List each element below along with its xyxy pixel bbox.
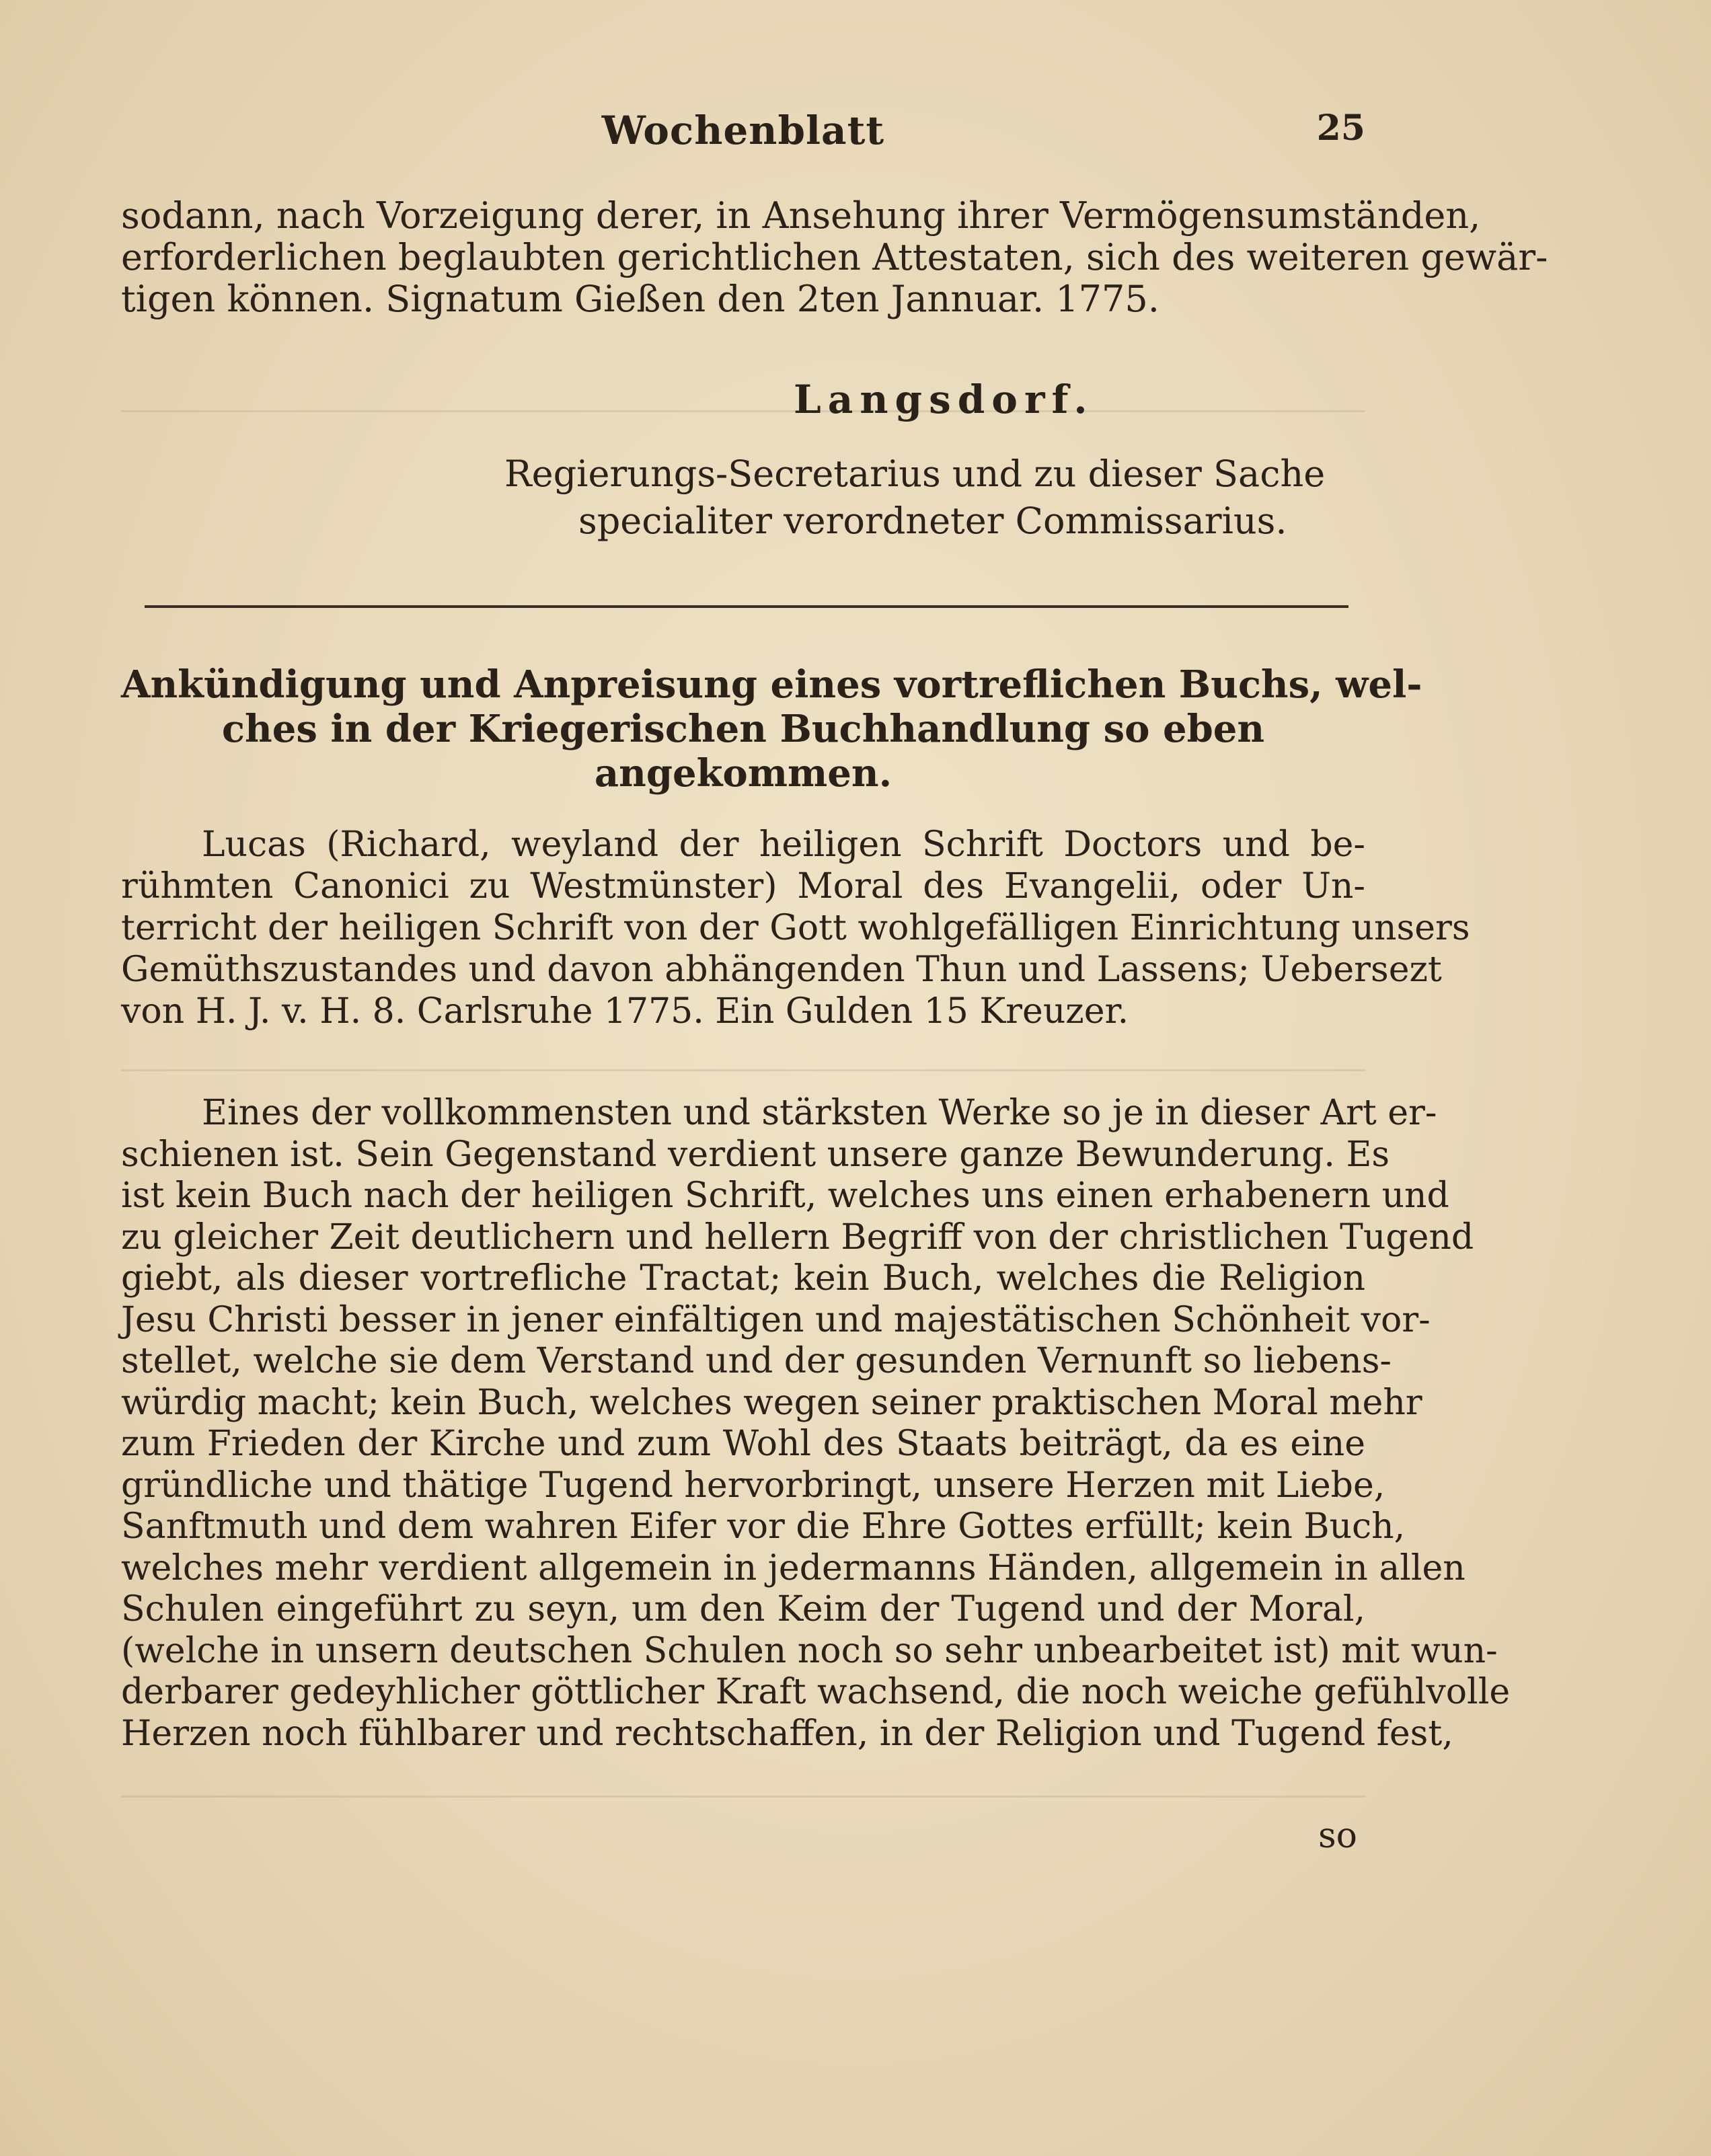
signatory-name: Langsdorf.: [794, 377, 1094, 422]
text-line: giebt, als dieser vortrefliche Tractat; kein Buch, welches die Religion: [121, 1258, 1365, 1299]
text-line: sodann, nach Vorzeigung derer, in Ansehung ihrer Vermögensumständen,: [121, 194, 1481, 237]
signatory-title-line: specialiter verordneter Commissarius.: [578, 500, 1287, 542]
text-line: (welche in unsern deutschen Schulen noch so sehr unbearbeitet ist) mit wun-: [121, 1630, 1498, 1671]
text-line: Sanftmuth und dem wahren Eifer vor die Ehre Gottes erfüllt; kein Buch,: [121, 1506, 1406, 1547]
text-line: Herzen noch fühlbarer und rechtschaffen, in der Religion und Tugend fest,: [121, 1713, 1453, 1754]
text-line: Schulen eingeführt zu seyn, um den Keim der Tugend und der Moral,: [121, 1589, 1365, 1629]
text-line: gründliche und thätige Tugend hervorbringt, unsere Herzen mit Liebe,: [121, 1465, 1385, 1506]
announcement-heading: [121, 662, 1422, 796]
review-paragraph: [121, 1093, 1511, 1755]
text-line: Eines der vollkommensten und stärksten Werke so je in dieser Art er-: [202, 1093, 1437, 1133]
text-line: welches mehr verdient allgemein in jedermanns Händen, allgemein in allen: [121, 1547, 1466, 1588]
text-line: terricht der heiligen Schrift von der Gott wohlgefälligen Einrichtung unsers: [121, 908, 1470, 948]
text-line: rühmten Canonici zu Westmünster) Moral des Evangelii, oder Un-: [121, 866, 1365, 907]
bleed-through-mark: [121, 1796, 1365, 1798]
heading-line: angekommen.: [594, 751, 892, 796]
running-header: [121, 108, 1365, 155]
text-line: zu gleicher Zeit deutlichern und hellern Begriff von der christlichen Tugend: [121, 1217, 1474, 1258]
intro-paragraph: [121, 194, 1548, 320]
text-line: schienen ist. Sein Gegenstand verdient unsere ganze Bewunderung. Es: [121, 1134, 1390, 1175]
bleed-through-mark: [121, 1069, 1365, 1071]
running-title: Wochenblatt: [601, 108, 885, 153]
heading-line: Ankündigung und Anpreisung eines vortreflichen Buchs, wel-: [121, 662, 1422, 707]
book-citation: [121, 824, 1470, 1032]
page-number: 25: [1316, 108, 1365, 149]
text-line: erforderlichen beglaubten gerichtlichen Attestaten, sich des weiteren gewär-: [121, 236, 1548, 278]
text-line: ist kein Buch nach der heiligen Schrift, welches uns einen erhabenern und: [121, 1176, 1449, 1216]
heading-line: ches in der Kriegerischen Buchhandlung so eben: [221, 707, 1265, 751]
catchword: so: [1318, 1816, 1357, 1856]
text-line: stellet, welche sie dem Verstand und der gesunden Vernunft so liebens-: [121, 1341, 1392, 1381]
text-line: Lucas (Richard, weyland der heiligen Schrift Doctors und be-: [202, 824, 1365, 865]
text-line: von H. J. v. H. 8. Carlsruhe 1775. Ein Gulden 15 Kreuzer.: [121, 991, 1129, 1032]
text-line: Jesu Christi besser in jener einfältigen und majestätischen Schönheit vor-: [121, 1299, 1431, 1340]
text-line: würdig macht; kein Buch, welches wegen seiner praktischen Moral mehr: [121, 1382, 1422, 1423]
section-divider: [145, 605, 1348, 608]
text-line: tigen können. Signatum Gießen den 2ten Jannuar. 1775.: [121, 278, 1159, 320]
text-line: zum Frieden der Kirche und zum Wohl des Staats beiträgt, da es eine: [121, 1424, 1365, 1464]
text-line: Gemüthszustandes und davon abhängenden Thun und Lassens; Uebersezt: [121, 950, 1442, 990]
text-line: derbarer gedeyhlicher göttlicher Kraft wachsend, die noch weiche gefühlvolle: [121, 1672, 1511, 1712]
signatory-title: [504, 451, 1325, 545]
bleed-through-mark: [121, 410, 1365, 412]
signatory-title-line: Regierungs-Secretarius und zu dieser Sache: [504, 453, 1326, 495]
